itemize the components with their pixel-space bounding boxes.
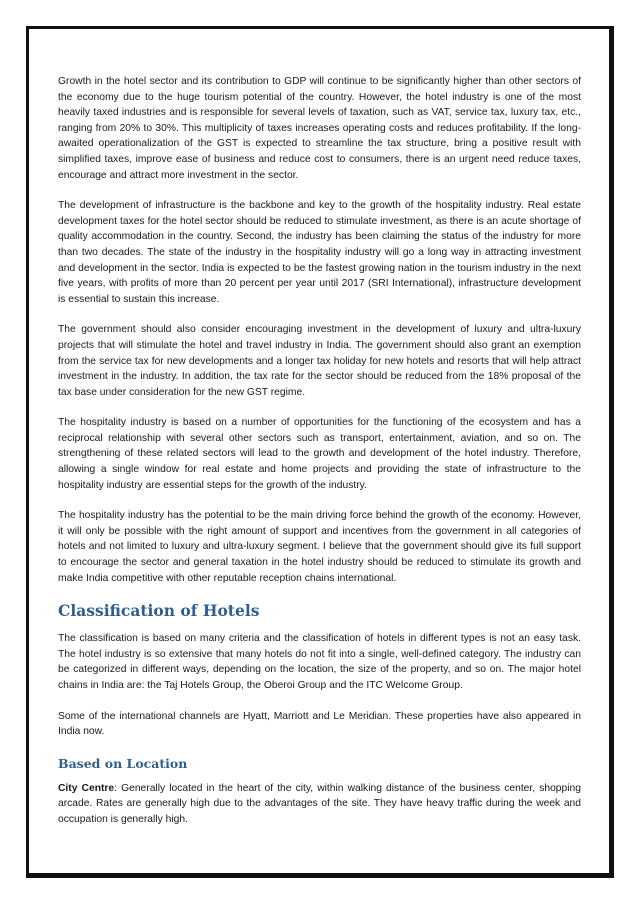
city-centre-paragraph — [58, 781, 581, 828]
body-paragraph: The hospitality industry has the potential to be the main driving force behind the growth of the economy. However, it will only be possible with the right amount of support and incentives from the government in all categories of hotels and not limited to luxury and ultra-luxury segment. I believe that the government should give its full support to encourage the sector and general taxation in the hotel industry should be reduced to stimulate its growth and make India competitive with other reputable reception chains international. — [58, 510, 581, 584]
document-body — [58, 74, 581, 843]
body-paragraph: The hospitality industry is based on a number of opportunities for the functioning of the ecosystem and has a reciprocal relationship with several other sectors such as transport, entertainment, aviation, and so on. The strengthening of these related sectors will lead to the growth and development of the hotel industry. Therefore, allowing a single window for real estate and home projects and providing the state of infrastructure to the hospitality industry are essential steps for the growth of the industry. — [58, 417, 581, 491]
subsection-heading-location: Based on Location — [58, 755, 188, 771]
section-heading-classification: Classification of Hotels — [58, 601, 260, 621]
body-paragraph: Some of the international channels are Hyatt, Marriott and Le Meridian. These properties have also appeared in India now. — [58, 710, 581, 738]
body-paragraph: The government should also consider encouraging investment in the development of luxury and ultra-luxury projects that will stimulate the hotel and travel industry in India. The government should also grant an exemption from the service tax for new developments and a longer tax holiday for new hotels and resorts that will help attract investment in the industry. In addition, the tax rate for the sector should be reduced from the 18% proposal of the tax base under consideration for the new GST regime. — [58, 324, 581, 398]
body-paragraph: The development of infrastructure is the backbone and key to the growth of the hospitality industry. Real estate development taxes for the hotel sector should be reduced to stimulate investment, as there is an acute shortage of quality accommodation in the country. Second, the industry has been claiming the status of the industry for more than two decades. The state of the industry in the hospitality industry will go a long way in attracting investment and development in the sector. India is expected to be the fastest growing nation in the tourism industry in the next five years, with profits of more than 20 percent per year until 2017 (SRI International), infrastructure development is essential to sustain this increase. — [58, 200, 581, 305]
city-centre-term: City Centre — [58, 782, 115, 794]
body-paragraph: The classification is based on many criteria and the classification of hotels in different types is not an easy task. The hotel industry is so extensive that many hotels do not fit into a single, well-defined category. The industry can be categorized in different ways, depending on the location, the size of the property, and so on. The major hotel chains in India are: the Taj Hotels Group, the Oberoi Group and the ITC Welcome Group. — [58, 633, 581, 691]
body-paragraph: Growth in the hotel sector and its contribution to GDP will continue to be significantly higher than other sectors of the economy due to the huge tourism potential of the country. However, the hotel industry is one of the most heavily taxed industries and is responsible for several levels of taxation, such as VAT, service tax, luxury tax, etc., ranging from 20% to 30%. This multiplicity of taxes increases operating costs and reduces profitability. If the long-awaited operationalization of the GST is expected to streamline the tax structure, bring a positive result with simplified taxes, improve ease of business and reduce cost to consumers, there is an urgent need reduce taxes, encourage and attract more investment in the sector. — [58, 76, 581, 181]
city-centre-description: : Generally located in the heart of the city, within walking distance of the business center, shopping arcade. Rates are generally high due to the advantages of the site. They have heavy traffic during the week and occupation is generally high. — [58, 782, 581, 825]
